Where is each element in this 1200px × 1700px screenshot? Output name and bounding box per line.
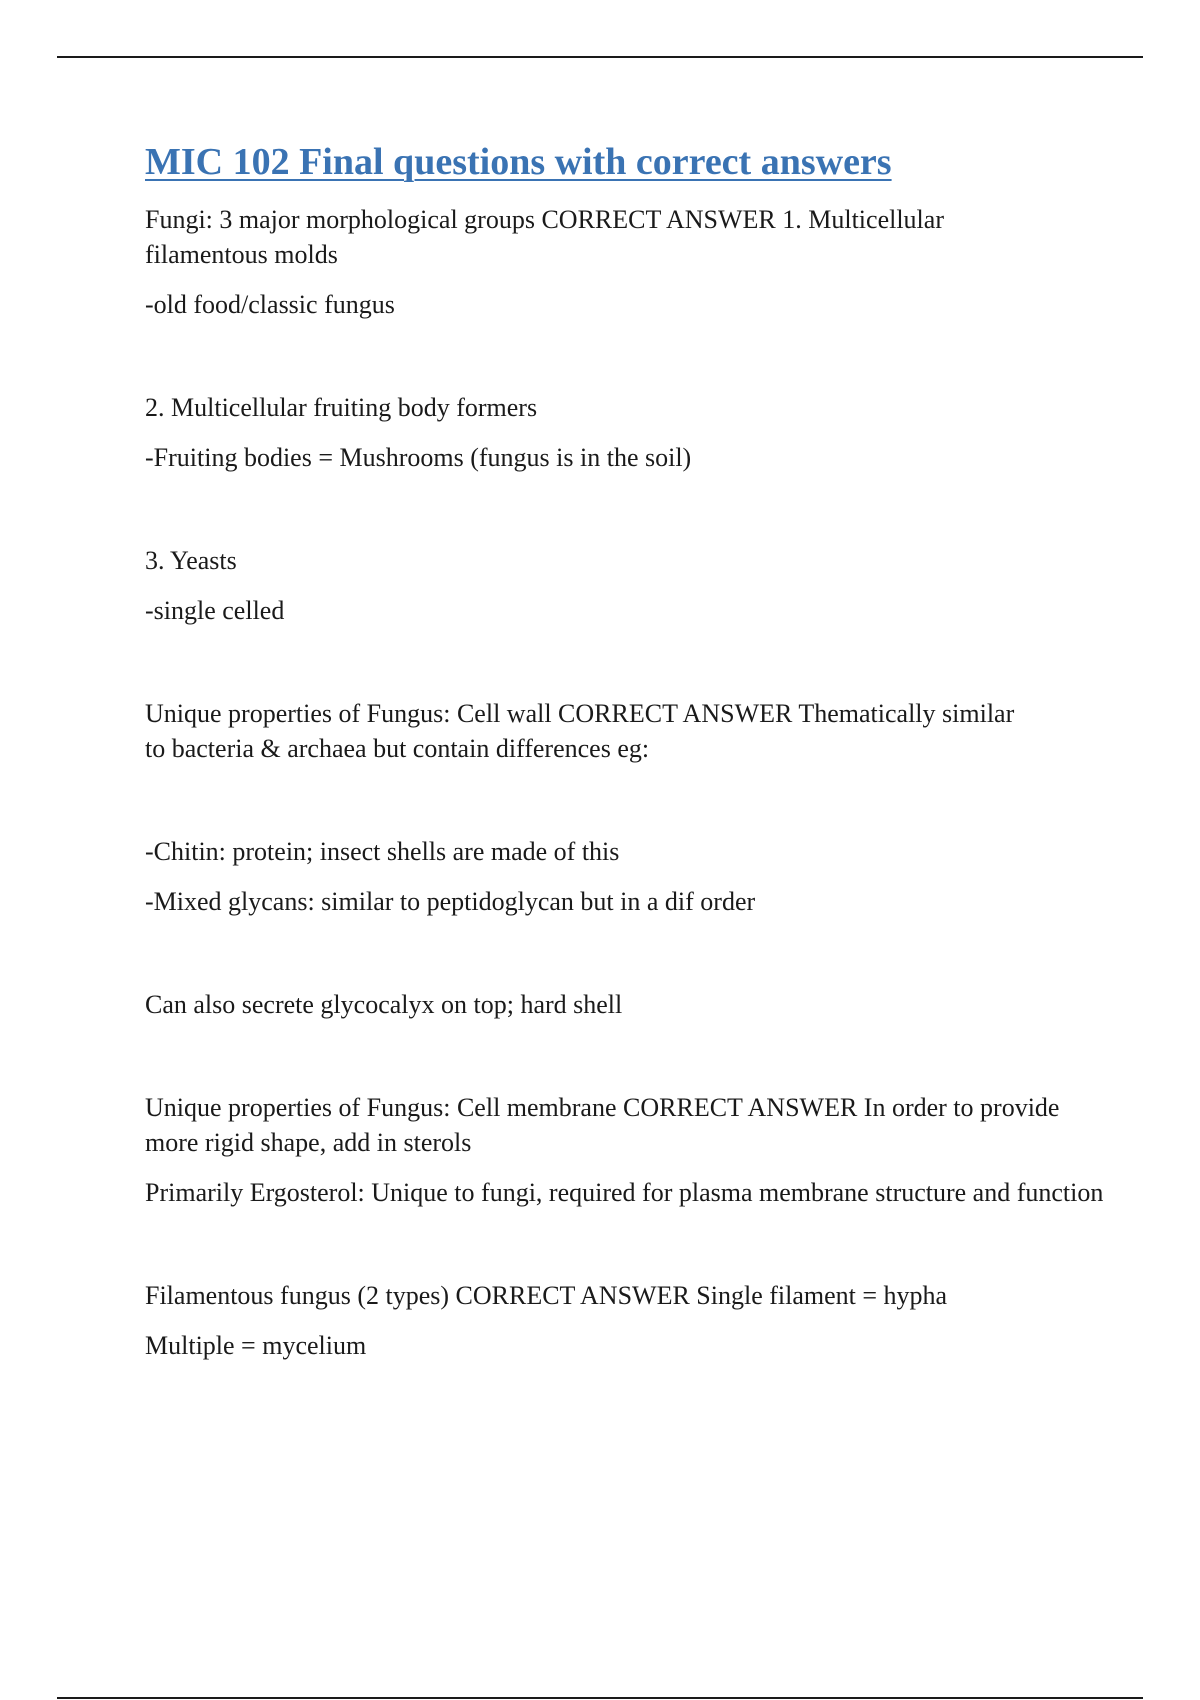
header-rule — [57, 56, 1143, 58]
paragraph: Filamentous fungus (2 types) CORRECT ANSWER Single filament = hypha — [145, 1280, 948, 1310]
paragraph: -Fruiting bodies = Mushrooms (fungus is in the soil) — [145, 442, 692, 472]
paragraph: Unique properties of Fungus: Cell wall CORRECT ANSWER Thematically similar to bacteria & archaea but contain differences eg: — [145, 698, 1015, 763]
paragraph: -Mixed glycans: similar to peptidoglycan but in a dif order — [145, 886, 756, 916]
footer-rule — [57, 1697, 1143, 1699]
paragraph: Unique properties of Fungus: Cell membrane CORRECT ANSWER In order to provide more rigid shape, add in sterols — [145, 1092, 1060, 1157]
paragraph: 3. Yeasts — [145, 545, 237, 575]
paragraph: Primarily Ergosterol: Unique to fungi, required for plasma membrane structure and function — [145, 1177, 1104, 1207]
document-body — [145, 140, 1105, 1363]
paragraph: 2. Multicellular fruiting body formers — [145, 392, 538, 422]
paragraph: Fungi: 3 major morphological groups CORRECT ANSWER 1. Multicellular filamentous molds — [145, 204, 944, 269]
paragraph: -Chitin: protein; insect shells are made of this — [145, 836, 620, 866]
paragraph: Multiple = mycelium — [145, 1330, 367, 1360]
paragraph: -single celled — [145, 595, 285, 625]
document-title: MIC 102 Final questions with correct answers — [145, 141, 892, 183]
paragraph: Can also secrete glycocalyx on top; hard shell — [145, 989, 623, 1019]
paragraph: -old food/classic fungus — [145, 289, 395, 319]
